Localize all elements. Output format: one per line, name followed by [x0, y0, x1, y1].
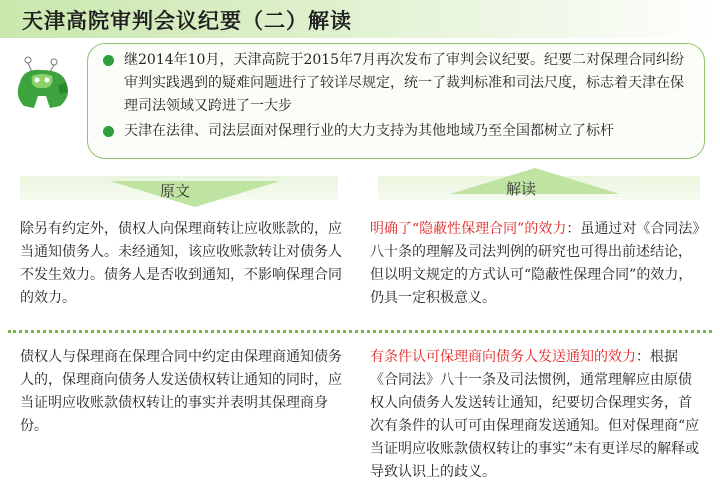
interpretation-body: ：虽通过对《合同法》八十条的理解及司法判例的研究也可得出前述结论，但以明文规定的方式认可“隐蔽性保理合同”的效力，仍具一定积极意义。: [370, 221, 700, 306]
summary-box: [87, 43, 705, 159]
interpretation-heading: 有条件认可保理商向债务人发送通知的效力: [370, 349, 636, 365]
original-text: 债权人与保理商在保理合同中约定由保理商通知债务人的，保理商向债务人发送债权转让通知的同时，应当证明应收账款债权转让的事实并表明其保理商身份。: [20, 349, 342, 434]
bullet-dot-icon: [103, 126, 114, 137]
interpretation-heading: 明确了“隐蔽性保理合同”的效力: [370, 221, 567, 237]
summary-bullet-text: 继2014年10月，天津高院于2015年7月再次发布了审判会议纪要。纪要二对保理合同纠纷审判实践遇到的疑难问题进行了较详尽规定，统一了裁判标准和司法尺度，标志着天津在保理司法领域又跨进了一大步: [124, 52, 684, 114]
summary-bullet: [100, 49, 688, 118]
interpretation-text: [370, 218, 700, 310]
mascot-icon: [10, 52, 74, 114]
title-bar: [0, 0, 720, 38]
section-label-original: 原文: [160, 182, 191, 200]
section-divider: [8, 330, 712, 333]
down-arrow-icon: [110, 181, 280, 207]
bullet-dot-icon: [103, 55, 114, 66]
interpretation-text: [370, 346, 700, 484]
interpretation-body: ：根据《合同法》八十一条及司法惯例，通常理解应由原债权人向债务人发送转让通知，纪要切合保理实务，首次有条件的认可可由保理商发送通知。但对保理商“应当证明应收账款债权转让的事实”未有更详尽的解释或导致认识上的歧义。: [370, 349, 700, 480]
summary-bullet-text: 天津在法律、司法层面对保理行业的大力支持为其他地域乃至全国都树立了标杆: [124, 123, 614, 139]
original-text: 除另有约定外，债权人向保理商转让应收账款的，应当通知债务人。未经通知，该应收账款转让对债务人不发生效力。债务人是否收到通知，不影响保理合同的效力。: [20, 221, 342, 306]
page-title: 天津高院审判会议纪要（二）解读: [22, 8, 352, 33]
summary-bullet: [100, 120, 688, 143]
section-label-interpretation: 解读: [506, 180, 537, 198]
